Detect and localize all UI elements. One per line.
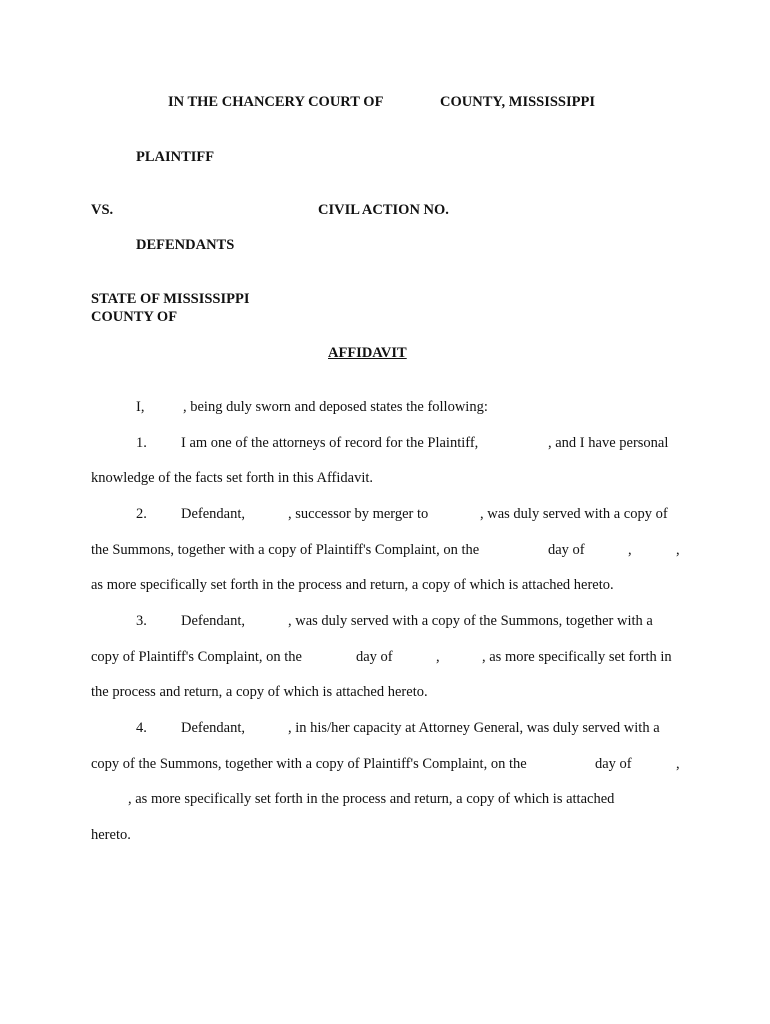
paragraph-1-text-b: , and I have personal — [548, 435, 669, 451]
venue-state: STATE OF MISSISSIPPI — [91, 291, 250, 307]
paragraph-3-number: 3. — [136, 613, 147, 629]
intro-sworn-text: , being duly sworn and deposed states the following: — [183, 399, 488, 415]
paragraph-1-text-a: I am one of the attorneys of record for the Plaintiff, — [181, 435, 479, 451]
paragraph-2-text-b: , successor by merger to — [288, 506, 429, 522]
paragraph-3-text-b: , was duly served with a copy of the Summons, together with a — [288, 613, 653, 629]
paragraph-1-number: 1. — [136, 435, 147, 451]
paragraph-4-text-b: , in his/her capacity at Attorney General, was duly served with a — [288, 720, 660, 736]
intro-pronoun: I, — [136, 399, 145, 415]
paragraph-3-line-2a: copy of Plaintiff's Complaint, on the — [91, 649, 302, 665]
paragraph-3-line-2b: day of — [356, 649, 393, 665]
plaintiff-label: PLAINTIFF — [136, 149, 215, 165]
paragraph-2-line-2d: , — [676, 542, 680, 558]
paragraph-2-line-2a: the Summons, together with a copy of Plaintiff's Complaint, on the — [91, 542, 480, 558]
document-title: AFFIDAVIT — [328, 345, 407, 361]
paragraph-1-line-2: knowledge of the facts set forth in this Affidavit. — [91, 470, 374, 486]
paragraph-2-line-2c: , — [628, 542, 632, 558]
paragraph-4-line-2a: copy of the Summons, together with a copy of Plaintiff's Complaint, on the — [91, 756, 527, 772]
paragraph-2-text-c: , was duly served with a copy of — [480, 506, 668, 522]
civil-action-label: CIVIL ACTION NO. — [318, 202, 449, 218]
paragraph-4-line-2b: day of — [595, 756, 632, 772]
paragraph-3-line-2d: , as more specifically set forth in — [482, 649, 672, 665]
court-heading-prefix: IN THE CHANCERY COURT OF — [168, 94, 384, 110]
court-heading-suffix: COUNTY, MISSISSIPPI — [440, 94, 595, 110]
paragraph-4-line-2c: , — [676, 756, 680, 772]
versus-label: VS. — [91, 202, 114, 218]
paragraph-2-text-a: Defendant, — [181, 506, 246, 522]
paragraph-3-line-3: the process and return, a copy of which is attached hereto. — [91, 684, 428, 700]
paragraph-2-number: 2. — [136, 506, 147, 522]
paragraph-3-line-2c: , — [436, 649, 440, 665]
venue-county: COUNTY OF — [91, 309, 178, 325]
paragraph-2-line-2b: day of — [548, 542, 585, 558]
paragraph-4-line-3: , as more specifically set forth in the process and return, a copy of which is attached — [128, 791, 615, 807]
defendants-label: DEFENDANTS — [136, 237, 235, 253]
paragraph-2-line-3: as more specifically set forth in the process and return, a copy of which is attached hereto. — [91, 577, 614, 593]
paragraph-4-line-4: hereto. — [91, 827, 131, 843]
paragraph-4-text-a: Defendant, — [181, 720, 246, 736]
paragraph-4-number: 4. — [136, 720, 147, 736]
paragraph-3-text-a: Defendant, — [181, 613, 246, 629]
